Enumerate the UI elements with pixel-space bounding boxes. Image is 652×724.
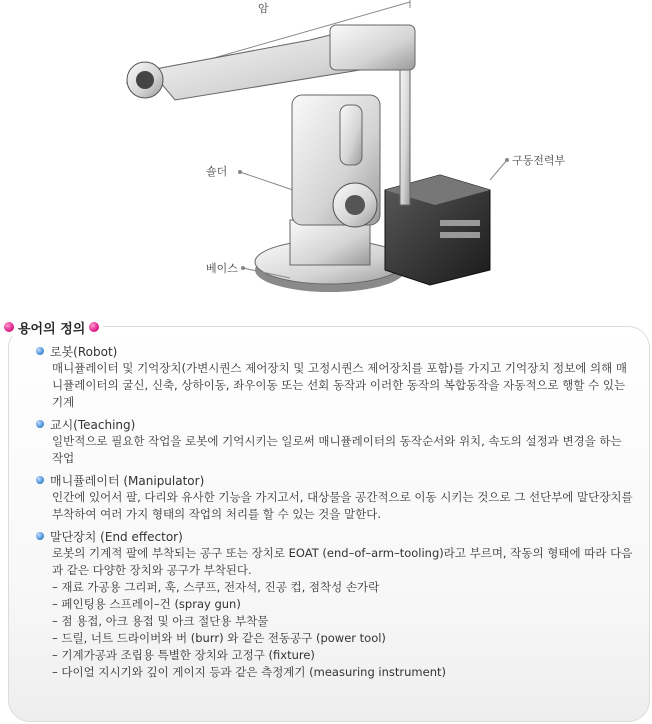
term-body: 로봇의 기계적 팔에 부착되는 공구 또는 장치로 EOAT (end–of–arm–tooling)라고 부르며, 작동의 형태에 따라 다음과 같은 다양한 장치와 공구가 부착된다.	[52, 546, 633, 577]
term-end-effector	[36, 527, 636, 681]
term-title: 매니퓰레이터 (Manipulator)	[50, 473, 205, 488]
term-manipulator	[36, 471, 636, 523]
term-body: 인간에 있어서 팔, 다리와 유사한 기능을 가지고서, 대상물을 공간적으로 이동 시키는 것으로 그 선단부에 말단장치를 부착하여 여러 가지 형태의 작업의 처리를 할 수 있는 것을 말한다.	[52, 490, 633, 521]
label-drive: 구동전력부	[512, 154, 566, 167]
list-item: – 재료 가공용 그리퍼, 훅, 스쿠프, 전자석, 진공 컵, 점착성 손가락	[52, 580, 380, 594]
term-title: 교시(Teaching)	[50, 417, 136, 432]
bullet-blue-icon	[36, 420, 44, 428]
section-title: 용어의 정의	[18, 321, 86, 337]
terms-list	[36, 342, 636, 685]
term-title: 말단장치 (End effector)	[50, 529, 183, 544]
list-item: – 다이얼 지시기와 깊이 게이지 등과 같은 측정계기 (measuring instrument)	[52, 665, 446, 679]
bullet-pink-icon	[4, 322, 14, 332]
section-heading	[0, 318, 103, 336]
bullet-blue-icon	[36, 532, 44, 540]
bullet-blue-icon	[36, 347, 44, 355]
bullet-pink-icon	[89, 322, 99, 332]
label-shoulder: 숄더	[206, 165, 228, 178]
label-base: 베이스	[206, 262, 238, 275]
term-body: 매니퓰레이터 및 기억장치(가변시퀀스 제어장치 및 고정시퀀스 제어장치를 포함)를 가지고 기억장치 정보에 의해 매니퓰레이터의 굴신, 신축, 상하이동, 좌우이동 또는 선회 동작과 이러한 동작의 복합동작을 자동적으로 행할 수 있는 기계	[52, 361, 627, 409]
label-arm: 암	[258, 2, 269, 15]
list-item: – 페인팅용 스프레이–건 (spray gun)	[52, 597, 241, 611]
end-effector-list	[36, 579, 636, 681]
term-title: 로봇(Robot)	[50, 344, 118, 359]
term-robot	[36, 342, 636, 411]
term-teaching	[36, 415, 636, 467]
robot-figure	[0, 0, 652, 312]
term-body: 일반적으로 필요한 작업을 로봇에 기억시키는 일로써 매니퓰레이터의 동작순서와 위치, 속도의 설정과 변경을 하는 작업	[52, 434, 622, 465]
bullet-blue-icon	[36, 476, 44, 484]
list-item: – 드릴, 너트 드라이버와 버 (burr) 와 같은 전동공구 (power tool)	[52, 631, 386, 645]
list-item: – 기계가공과 조립용 특별한 장치와 고정구 (fixture)	[52, 648, 315, 662]
list-item: – 점 용접, 아크 용접 및 아크 절단용 부착물	[52, 614, 269, 628]
